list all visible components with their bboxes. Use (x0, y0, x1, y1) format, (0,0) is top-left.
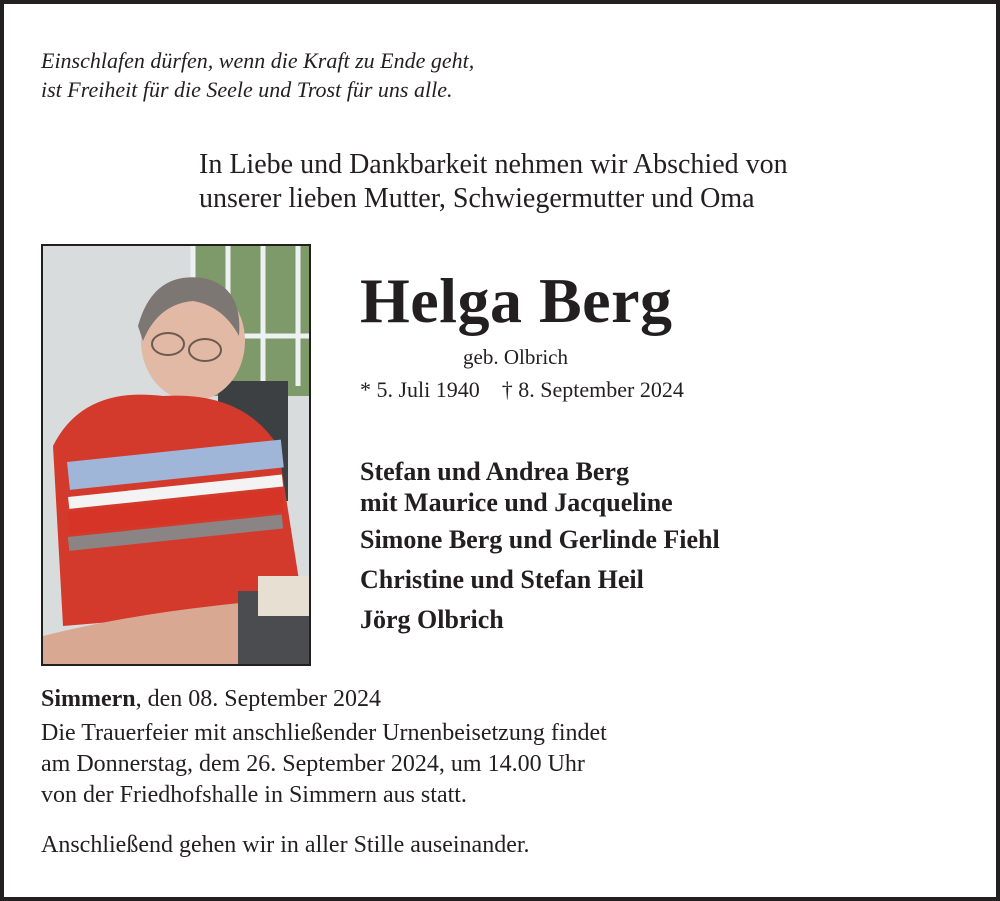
closing-text: Anschließend gehen wir in aller Stille auseinander. (41, 832, 530, 858)
notice-date: , den 08. September 2024 (135, 686, 381, 712)
portrait-photo (41, 244, 311, 666)
place-name: Simmern (41, 686, 136, 712)
mourner-line: mit Maurice und Jacqueline (360, 488, 673, 517)
maiden-name: geb. Olbrich (463, 345, 568, 369)
life-dates (360, 376, 684, 404)
deceased-name: Helga Berg (360, 265, 673, 336)
mourners-list (360, 452, 720, 640)
intro-text (199, 148, 788, 216)
verse-line: Einschlafen dürfen, wenn die Kraft zu Ende geht, (41, 48, 475, 73)
death-date: † 8. September 2024 (501, 377, 684, 402)
mourner-line: Christine und Stefan Heil (360, 565, 644, 594)
ceremony-info (41, 718, 607, 811)
mourner-line: Simone Berg und Gerlinde Fiehl (360, 525, 720, 554)
obituary-notice (4, 4, 996, 897)
ceremony-line: von der Friedhofshalle in Simmern aus statt. (41, 782, 467, 808)
mourner-line: Jörg Olbrich (360, 605, 504, 634)
intro-line: In Liebe und Dankbarkeit nehmen wir Abschied von (199, 149, 788, 180)
place-date (41, 684, 381, 714)
memorial-verse (41, 46, 474, 104)
mourner-line: Stefan und Andrea Berg (360, 457, 629, 486)
ceremony-line: Die Trauerfeier mit anschließender Urnenbeisetzung findet (41, 720, 607, 746)
portrait-illustration (43, 246, 309, 664)
ceremony-line: am Donnerstag, dem 26. September 2024, um 14.00 Uhr (41, 751, 585, 777)
birth-date: * 5. Juli 1940 (360, 377, 480, 402)
verse-line: ist Freiheit für die Seele und Trost für uns alle. (41, 77, 453, 102)
intro-line: unserer lieben Mutter, Schwiegermutter und Oma (199, 183, 755, 214)
